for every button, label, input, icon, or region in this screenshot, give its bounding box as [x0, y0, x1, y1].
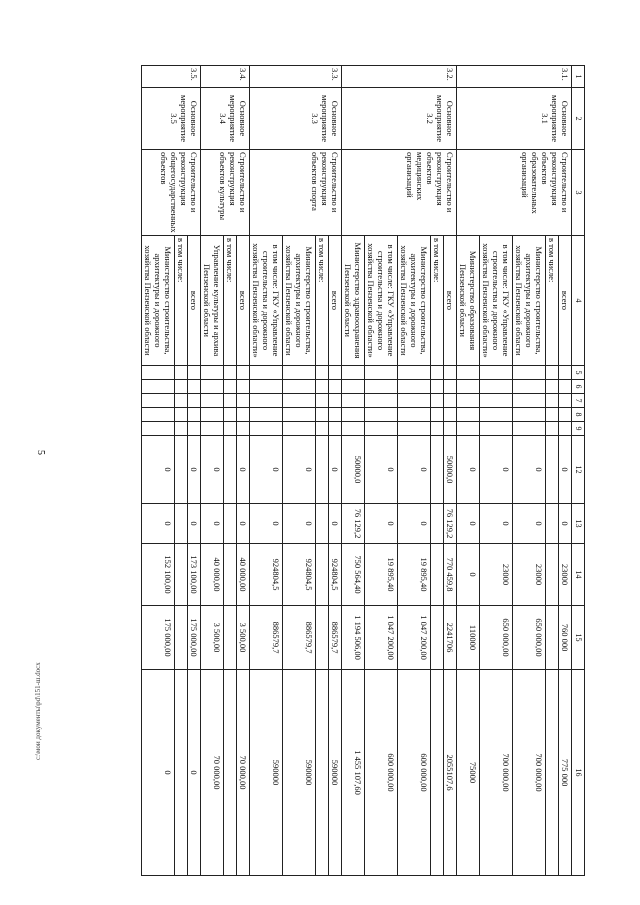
empty-cell	[224, 422, 237, 436]
responsible-executor: Министерство строительства, архитектуры и дорожного хозяйства Пензенской области	[142, 236, 175, 366]
empty-cell	[513, 366, 546, 380]
table-body	[142, 66, 585, 876]
empty-cell	[342, 408, 365, 422]
empty-cell	[431, 408, 444, 422]
empty-cell	[444, 366, 457, 380]
empty-cell	[398, 408, 431, 422]
empty-cell	[480, 422, 513, 436]
value-15: 1 194 506,00	[342, 606, 365, 670]
value-14: 924804,5	[283, 544, 316, 606]
empty-cell	[316, 422, 329, 436]
empty-cell	[559, 380, 572, 394]
empty-cell	[142, 366, 175, 380]
empty-cell	[444, 408, 457, 422]
empty-cell	[365, 380, 398, 394]
empty-cell	[237, 366, 250, 380]
empty-cell	[224, 408, 237, 422]
row-number: 3.1.	[457, 66, 572, 88]
value-15	[546, 606, 559, 670]
table-row	[237, 66, 250, 876]
value-16	[546, 670, 559, 876]
value-16: 0	[142, 670, 175, 876]
empty-cell	[365, 394, 398, 408]
value-14: 750 564,40	[342, 544, 365, 606]
empty-cell	[365, 408, 398, 422]
value-14: 40 000,00	[237, 544, 250, 606]
value-16	[224, 670, 237, 876]
empty-cell	[444, 422, 457, 436]
empty-cell	[237, 422, 250, 436]
value-16: 2055107,6	[444, 670, 457, 876]
value-15: 3 500,00	[201, 606, 224, 670]
empty-cell	[188, 408, 201, 422]
empty-cell	[329, 366, 342, 380]
budget-table	[141, 65, 585, 876]
header-cell: 3	[572, 150, 585, 236]
empty-cell	[188, 394, 201, 408]
value-12: 0	[457, 436, 480, 504]
value-12: 50000,0	[342, 436, 365, 504]
empty-cell	[342, 422, 365, 436]
empty-cell	[398, 380, 431, 394]
event-title: Строительство и реконструкция объектов образовательных организаций	[457, 150, 572, 236]
responsible-executor: Управление культуры и архива Пензенской области	[201, 236, 224, 366]
empty-cell	[329, 394, 342, 408]
empty-cell	[513, 394, 546, 408]
responsible-executor: всего	[237, 236, 250, 366]
empty-cell	[283, 422, 316, 436]
responsible-executor: Министерство строительства, архитектуры и дорожного хозяйства Пензенской области	[283, 236, 316, 366]
responsible-executor: в том числе:	[175, 236, 188, 366]
empty-cell	[175, 422, 188, 436]
responsible-executor: всего	[188, 236, 201, 366]
empty-cell	[201, 408, 224, 422]
value-16: 700 000,00	[513, 670, 546, 876]
value-14	[316, 544, 329, 606]
empty-cell	[365, 366, 398, 380]
value-15	[224, 606, 237, 670]
value-13: 0	[237, 504, 250, 544]
value-13: 0	[250, 504, 283, 544]
empty-cell	[398, 422, 431, 436]
empty-cell	[283, 394, 316, 408]
empty-cell	[398, 394, 431, 408]
value-15	[175, 606, 188, 670]
header-cell: 14	[572, 544, 585, 606]
empty-cell	[480, 366, 513, 380]
empty-cell	[237, 394, 250, 408]
table-row	[329, 66, 342, 876]
value-13	[224, 504, 237, 544]
value-15: 1 047 200,00	[365, 606, 398, 670]
value-13: 76 129,2	[444, 504, 457, 544]
row-number: 3.3.	[250, 66, 342, 88]
responsible-executor: Министерство строительства, архитектуры и дорожного хозяйства Пензенской области	[513, 236, 546, 366]
empty-cell	[513, 422, 546, 436]
empty-cell	[224, 380, 237, 394]
header-cell: 12	[572, 436, 585, 504]
empty-cell	[142, 394, 175, 408]
value-13: 0	[457, 504, 480, 544]
value-13: 0	[283, 504, 316, 544]
empty-cell	[201, 380, 224, 394]
responsible-executor: всего	[329, 236, 342, 366]
value-16: 590000	[283, 670, 316, 876]
header-cell: 4	[572, 236, 585, 366]
value-15: 886579,7	[283, 606, 316, 670]
empty-cell	[188, 422, 201, 436]
value-12: 0	[329, 436, 342, 504]
rotated-table-container	[75, 65, 585, 875]
event-title: Строительство и реконструкция объектов культуры	[201, 150, 250, 236]
value-16: 590000	[250, 670, 283, 876]
value-13: 0	[329, 504, 342, 544]
value-16: 700 000,00	[480, 670, 513, 876]
value-13	[546, 504, 559, 544]
value-16	[431, 670, 444, 876]
empty-cell	[513, 408, 546, 422]
header-cell: 8	[572, 408, 585, 422]
value-15: 175 000,00	[142, 606, 175, 670]
empty-cell	[546, 408, 559, 422]
value-12: 0	[398, 436, 431, 504]
value-12	[224, 436, 237, 504]
value-14	[175, 544, 188, 606]
responsible-executor: Министерство строительства, архитектуры и дорожного хозяйства Пензенской области	[398, 236, 431, 366]
value-13: 76 129,2	[342, 504, 365, 544]
value-15: 886579,7	[250, 606, 283, 670]
empty-cell	[175, 366, 188, 380]
empty-cell	[457, 380, 480, 394]
responsible-executor: Министерство здравоохранения Пензенской области	[342, 236, 365, 366]
empty-cell	[398, 366, 431, 380]
value-15: 650 000,00	[480, 606, 513, 670]
responsible-executor: в том числе:	[224, 236, 237, 366]
empty-cell	[175, 380, 188, 394]
value-14: 19 895,40	[398, 544, 431, 606]
empty-cell	[283, 408, 316, 422]
value-12: 0	[283, 436, 316, 504]
value-12: 0	[513, 436, 546, 504]
responsible-executor: в том числе: ГКУ «Управление строительства и дорожного хозяйства Пензенской области»	[480, 236, 513, 366]
empty-cell	[342, 394, 365, 408]
header-cell: 15	[572, 606, 585, 670]
value-14: 23000	[513, 544, 546, 606]
empty-cell	[316, 394, 329, 408]
empty-cell	[142, 408, 175, 422]
header-cell: 13	[572, 504, 585, 544]
empty-cell	[513, 380, 546, 394]
responsible-executor: всего	[559, 236, 572, 366]
value-16: 70 000,00	[237, 670, 250, 876]
empty-cell	[316, 408, 329, 422]
value-12: 0	[480, 436, 513, 504]
header-cell: 6	[572, 380, 585, 394]
value-14: 152 100,00	[142, 544, 175, 606]
value-12	[546, 436, 559, 504]
event-title: Строительство и реконструкция объектов медицинских организаций	[342, 150, 457, 236]
empty-cell	[224, 366, 237, 380]
empty-cell	[175, 408, 188, 422]
empty-cell	[431, 380, 444, 394]
value-14: 924804,5	[329, 544, 342, 606]
value-16	[316, 670, 329, 876]
empty-cell	[237, 408, 250, 422]
empty-cell	[283, 366, 316, 380]
value-12: 0	[559, 436, 572, 504]
value-13: 0	[365, 504, 398, 544]
empty-cell	[559, 408, 572, 422]
responsible-executor: всего	[444, 236, 457, 366]
value-15: 650 000,00	[513, 606, 546, 670]
empty-cell	[444, 380, 457, 394]
value-15	[431, 606, 444, 670]
empty-cell	[431, 394, 444, 408]
event-name: Основное мероприятие 3.5	[142, 88, 201, 150]
value-12	[175, 436, 188, 504]
value-16: 775 000	[559, 670, 572, 876]
table-row	[188, 66, 201, 876]
table-row	[444, 66, 457, 876]
responsible-executor: в том числе:	[316, 236, 329, 366]
responsible-executor: в том числе: ГКУ «Управление строительства и дорожного хозяйства Пензенской области»	[250, 236, 283, 366]
empty-cell	[201, 366, 224, 380]
value-15: 1 047 200,00	[398, 606, 431, 670]
header-cell: 2	[572, 88, 585, 150]
value-16: 0	[188, 670, 201, 876]
header-cell: 7	[572, 394, 585, 408]
value-16: 600 000,00	[398, 670, 431, 876]
row-number: 3.5.	[142, 66, 201, 88]
value-12: 0	[201, 436, 224, 504]
empty-cell	[457, 422, 480, 436]
value-16: 1 455 107,60	[342, 670, 365, 876]
empty-cell	[188, 380, 201, 394]
empty-cell	[316, 380, 329, 394]
empty-cell	[329, 380, 342, 394]
value-13	[431, 504, 444, 544]
empty-cell	[546, 422, 559, 436]
empty-cell	[431, 366, 444, 380]
page-number: 5	[35, 450, 46, 455]
value-13	[316, 504, 329, 544]
value-12: 0	[365, 436, 398, 504]
empty-cell	[444, 394, 457, 408]
empty-cell	[250, 394, 283, 408]
value-13: 0	[188, 504, 201, 544]
value-15: 886579,7	[329, 606, 342, 670]
value-14: 23000	[480, 544, 513, 606]
event-name: Основное мероприятие 3.1	[457, 88, 572, 150]
value-12: 0	[188, 436, 201, 504]
empty-cell	[250, 422, 283, 436]
row-number: 3.4.	[201, 66, 250, 88]
value-12: 0	[237, 436, 250, 504]
empty-cell	[480, 394, 513, 408]
empty-cell	[457, 366, 480, 380]
empty-cell	[188, 366, 201, 380]
empty-cell	[329, 422, 342, 436]
value-15: 760 000	[559, 606, 572, 670]
header-row	[572, 66, 585, 876]
empty-cell	[546, 366, 559, 380]
header-cell: 16	[572, 670, 585, 876]
empty-cell	[559, 422, 572, 436]
responsible-executor: в том числе:	[431, 236, 444, 366]
value-14: 173 100,00	[188, 544, 201, 606]
empty-cell	[316, 366, 329, 380]
header-cell: 9	[572, 422, 585, 436]
empty-cell	[546, 380, 559, 394]
value-12: 50000,0	[444, 436, 457, 504]
empty-cell	[250, 408, 283, 422]
value-13: 0	[513, 504, 546, 544]
header-cell: 1	[572, 66, 585, 88]
value-14	[224, 544, 237, 606]
empty-cell	[559, 366, 572, 380]
value-16	[175, 670, 188, 876]
value-15: 2241706	[444, 606, 457, 670]
row-number: 3.2.	[342, 66, 457, 88]
empty-cell	[559, 394, 572, 408]
responsible-executor: Министерство образования Пензенской области	[457, 236, 480, 366]
value-14	[431, 544, 444, 606]
value-16: 70 000,00	[201, 670, 224, 876]
responsible-executor: в том числе: ГКУ «Управление строительства и дорожного хозяйства Пензенской области»	[365, 236, 398, 366]
value-13: 0	[142, 504, 175, 544]
value-15: 175 000,00	[188, 606, 201, 670]
empty-cell	[329, 408, 342, 422]
value-16: 600 000,00	[365, 670, 398, 876]
empty-cell	[142, 422, 175, 436]
header-cell: 5	[572, 366, 585, 380]
value-16: 75000	[457, 670, 480, 876]
empty-cell	[480, 408, 513, 422]
empty-cell	[365, 422, 398, 436]
empty-cell	[431, 422, 444, 436]
value-12	[431, 436, 444, 504]
value-13	[175, 504, 188, 544]
value-15: 110000	[457, 606, 480, 670]
responsible-executor: в том числе:	[546, 236, 559, 366]
value-15: 3 500,00	[237, 606, 250, 670]
value-14: 40 000,00	[201, 544, 224, 606]
empty-cell	[250, 380, 283, 394]
empty-cell	[457, 394, 480, 408]
empty-cell	[237, 380, 250, 394]
empty-cell	[457, 408, 480, 422]
footer-file-path: c:\мои документы\pd\151-ш.docx	[34, 662, 42, 760]
value-13: 0	[201, 504, 224, 544]
value-14: 23000	[559, 544, 572, 606]
empty-cell	[250, 366, 283, 380]
empty-cell	[175, 394, 188, 408]
value-14: 770 459,8	[444, 544, 457, 606]
value-13: 0	[559, 504, 572, 544]
value-12: 0	[142, 436, 175, 504]
value-14	[546, 544, 559, 606]
value-13: 0	[398, 504, 431, 544]
empty-cell	[546, 394, 559, 408]
value-16: 590000	[329, 670, 342, 876]
event-name: Основное мероприятие 3.4	[201, 88, 250, 150]
value-12	[316, 436, 329, 504]
value-14: 924804,5	[250, 544, 283, 606]
empty-cell	[342, 380, 365, 394]
value-13: 0	[480, 504, 513, 544]
empty-cell	[480, 380, 513, 394]
empty-cell	[142, 380, 175, 394]
value-12: 0	[250, 436, 283, 504]
empty-cell	[283, 380, 316, 394]
event-name: Основное мероприятие 3.3	[250, 88, 342, 150]
empty-cell	[201, 394, 224, 408]
empty-cell	[224, 394, 237, 408]
value-14: 0	[457, 544, 480, 606]
table-row	[559, 66, 572, 876]
empty-cell	[342, 366, 365, 380]
empty-cell	[201, 422, 224, 436]
event-name: Основное мероприятие 3.2	[342, 88, 457, 150]
value-15	[316, 606, 329, 670]
value-14: 19 895,40	[365, 544, 398, 606]
event-title: Строительство и реконструкция объектов спорта	[250, 150, 342, 236]
event-title: Строительство и реконструкция общегосударственных объектов	[142, 150, 201, 236]
